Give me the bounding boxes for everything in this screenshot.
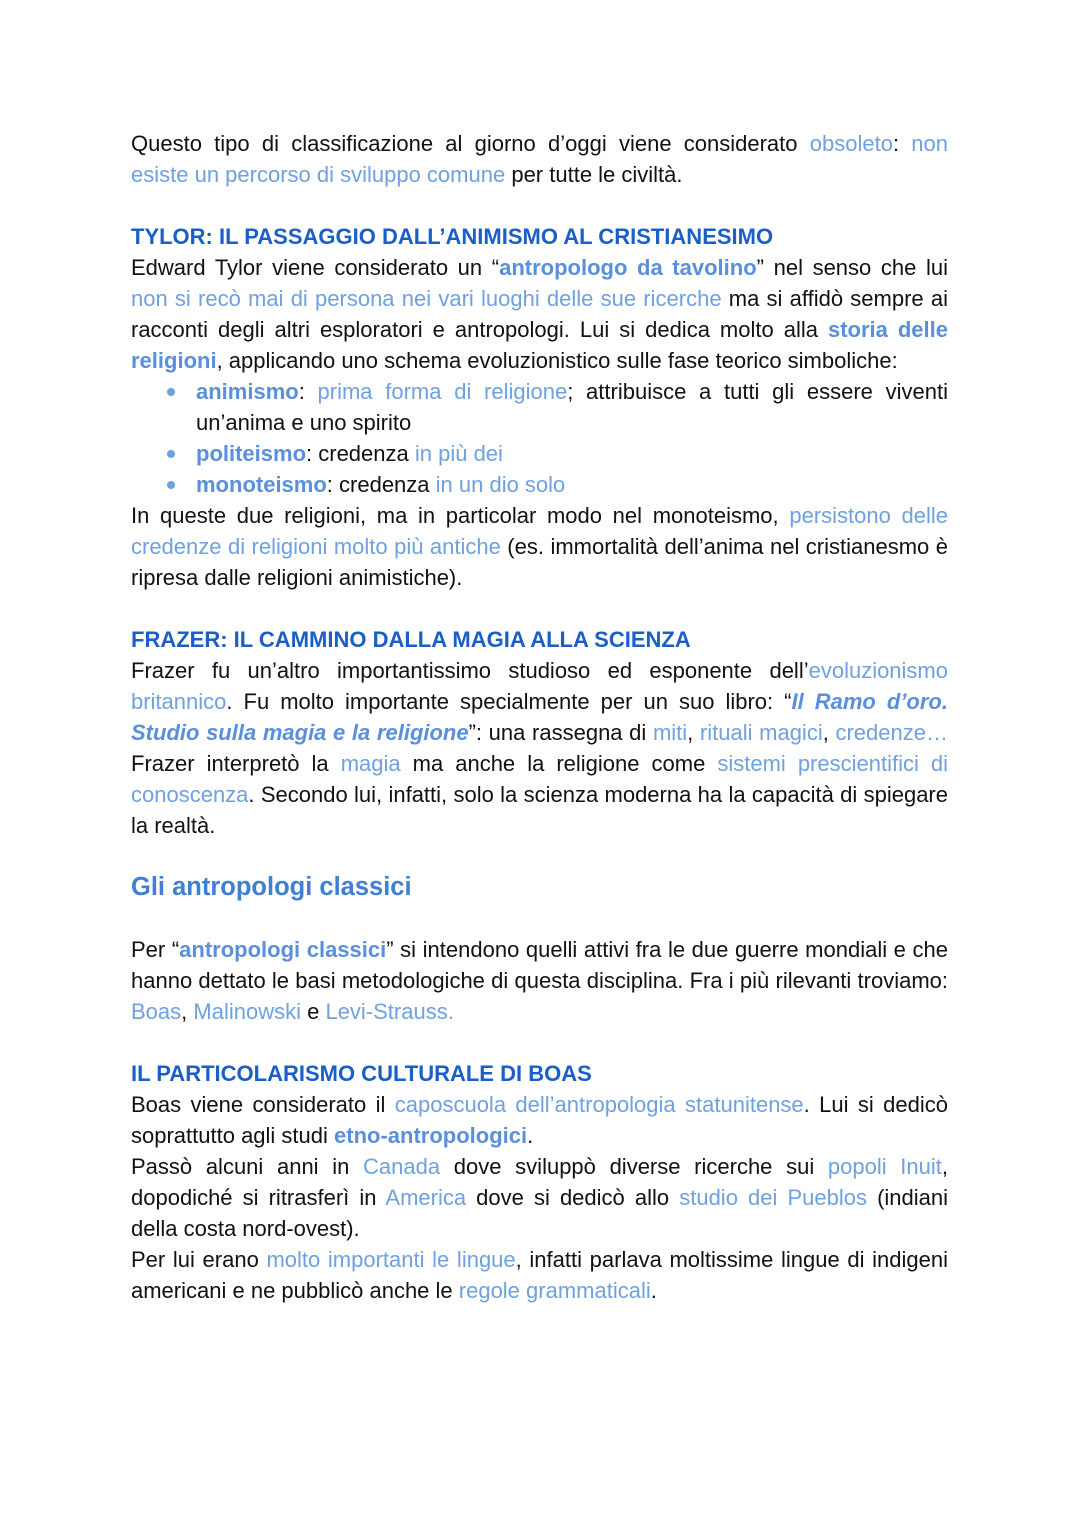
list-item: monoteismo: credenza in un dio solo <box>131 469 948 500</box>
tylor-paragraph-2: In queste due religioni, ma in particolar modo nel monoteismo, persistono delle credenze di religioni molto più antiche (es. immortalità dell’anima nel cristianesmo è ripresa dalle religioni animistiche). <box>131 503 948 590</box>
document-page <box>131 128 948 1306</box>
boas-paragraph-3: Per lui erano molto importanti le lingue, infatti parlava moltissime lingue di indigeni americani e ne pubblicò anche le regole grammaticali. <box>131 1247 948 1303</box>
bullet-icon <box>167 481 175 489</box>
classici-heading: Gli antropologi classici <box>131 873 412 901</box>
intro-paragraph: Questo tipo di classificazione al giorno d’oggi viene considerato obsoleto: non esiste un percorso di sviluppo comune per tutte le civiltà. <box>131 131 948 187</box>
tylor-heading: TYLOR: IL PASSAGGIO DALL’ANIMISMO AL CRISTIANESIMO <box>131 224 774 249</box>
frazer-paragraph: Frazer fu un’altro importantissimo studioso ed esponente dell’evoluzionismo britannico. Fu molto importante specialmente per un suo libro: “Il Ramo d’oro. Studio sulla magia e la religione”: una rassegna di miti, rituali magici, credenze… Frazer interpretò la magia ma anche la religione come sistemi prescientifici di conoscenza. Secondo lui, infatti, solo la scienza moderna ha la capacità di spiegare la realtà. <box>131 658 949 838</box>
highlight-obsoleto: obsoleto <box>809 131 893 156</box>
list-item: politeismo: credenza in più dei <box>131 438 948 469</box>
list-item: animismo: prima forma di religione; attribuisce a tutti gli essere viventi un’anima e uno spirito <box>131 376 948 438</box>
bullet-icon <box>167 388 175 396</box>
boas-paragraph-2: Passò alcuni anni in Canada dove sviluppò diverse ricerche sui popoli Inuit, dopodiché si ritrasferì in America dove si dedicò allo studio dei Pueblos (indiani della costa nord-ovest). <box>131 1154 949 1241</box>
boas-paragraph-1: Boas viene considerato il caposcuola dell’antropologia statunitense. Lui si dedicò soprattutto agli studi etno-antropologici. <box>131 1092 948 1148</box>
classici-paragraph: Per “antropologi classici” si intendono quelli attivi fra le due guerre mondiali e che hanno dettato le basi metodologiche di questa disciplina. Fra i più rilevanti troviamo: Boas, Malinowski e Levi-Strauss. <box>131 937 948 1024</box>
religion-list <box>131 376 948 500</box>
book-title: Il Ramo d’oro. Studio sulla magia e la religione <box>131 689 948 745</box>
boas-heading: IL PARTICOLARISMO CULTURALE DI BOAS <box>131 1061 592 1086</box>
tylor-paragraph: Edward Tylor viene considerato un “antropologo da tavolino” nel senso che lui non si recò mai di persona nei vari luoghi delle sue ricerche ma si affidò sempre ai racconti degli altri esploratori e antropologi. Lui si dedica molto alla storia delle religioni, applicando uno schema evoluzionistico sulle fase teorico simboliche: <box>131 255 949 373</box>
bullet-icon <box>167 450 175 458</box>
highlight-non-esiste: non esiste un percorso di sviluppo comune <box>131 131 948 187</box>
frazer-heading: FRAZER: IL CAMMINO DALLA MAGIA ALLA SCIENZA <box>131 627 691 652</box>
